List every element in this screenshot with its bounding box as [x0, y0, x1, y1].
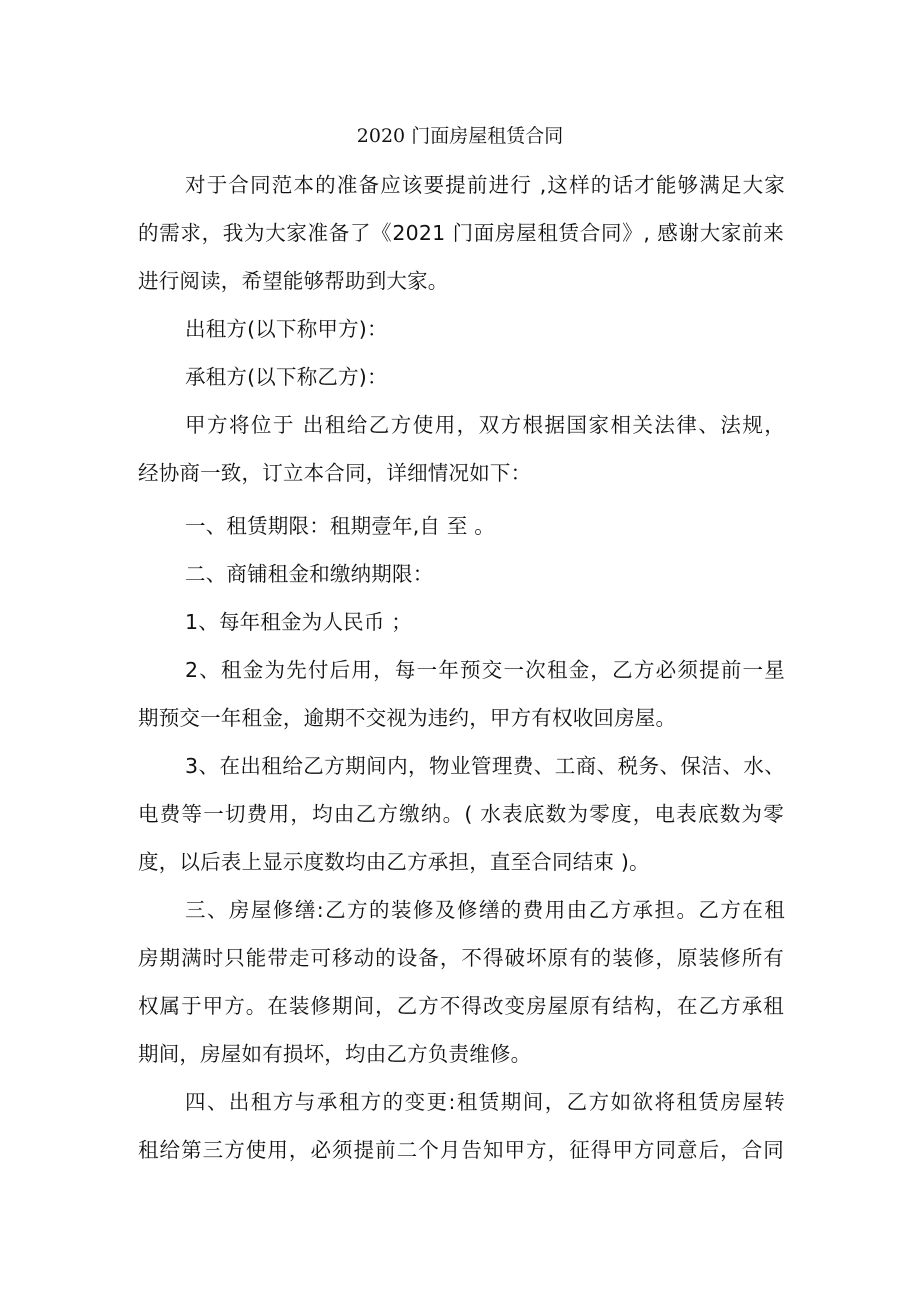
text-line: 出租方(以下称甲方)：	[185, 317, 388, 341]
text-line: 电费等一切费用，均由乙方缴纳。( 水表底数为零度，电表底数为零	[138, 802, 784, 826]
document-title: 2020 门面房屋租赁合同	[356, 125, 564, 147]
text-line: 对于合同范本的准备应该要提前进行 ,这样的话才能够满足大家	[185, 173, 785, 197]
text-line: 经协商一致，订立本合同，详细情况如下：	[138, 461, 532, 485]
text-line: 租给第三方使用，必须提前二个月告知甲方，征得甲方同意后，合同	[138, 1138, 784, 1162]
text-line: 三、房屋修缮:乙方的装修及修缮的费用由乙方承担。乙方在租	[185, 898, 785, 922]
text-line: 2、租金为先付后用，每一年预交一次租金，乙方必须提前一星	[185, 658, 785, 682]
text-line: 权属于甲方。在装修期间，乙方不得改变房屋原有结构，在乙方承租	[138, 994, 784, 1018]
text-line: 的需求，我为大家准备了《2021 门面房屋租赁合同》, 感谢大家前来	[138, 221, 784, 245]
text-line: 房期满时只能带走可移动的设备，不得破坏原有的装修，原装修所有	[138, 946, 784, 970]
text-line: 进行阅读，希望能够帮助到大家。	[138, 269, 449, 293]
text-line: 3、在出租给乙方期间内，物业管理费、工商、税务、保洁、水、	[185, 754, 785, 778]
text-line: 期预交一年租金，逾期不交视为违约，甲方有权收回房屋。	[138, 706, 677, 730]
text-line: 一、租赁期限：租期壹年,自 至 。	[185, 514, 495, 538]
text-line: 度，以后表上显示度数均由乙方承担，直至合同结束 )。	[138, 850, 650, 874]
text-line: 甲方将位于 出租给乙方使用，双方根据国家相关法律、法规，	[185, 413, 785, 437]
text-line: 二、商铺租金和缴纳期限：	[185, 562, 434, 586]
text-line: 期间，房屋如有损坏，均由乙方负责维修。	[138, 1042, 532, 1066]
text-line: 四、出租方与承租方的变更:租赁期间，乙方如欲将租赁房屋转	[185, 1090, 785, 1114]
text-line: 1、每年租金为人民币 ；	[185, 610, 412, 634]
text-line: 承租方(以下称乙方)：	[185, 365, 388, 389]
